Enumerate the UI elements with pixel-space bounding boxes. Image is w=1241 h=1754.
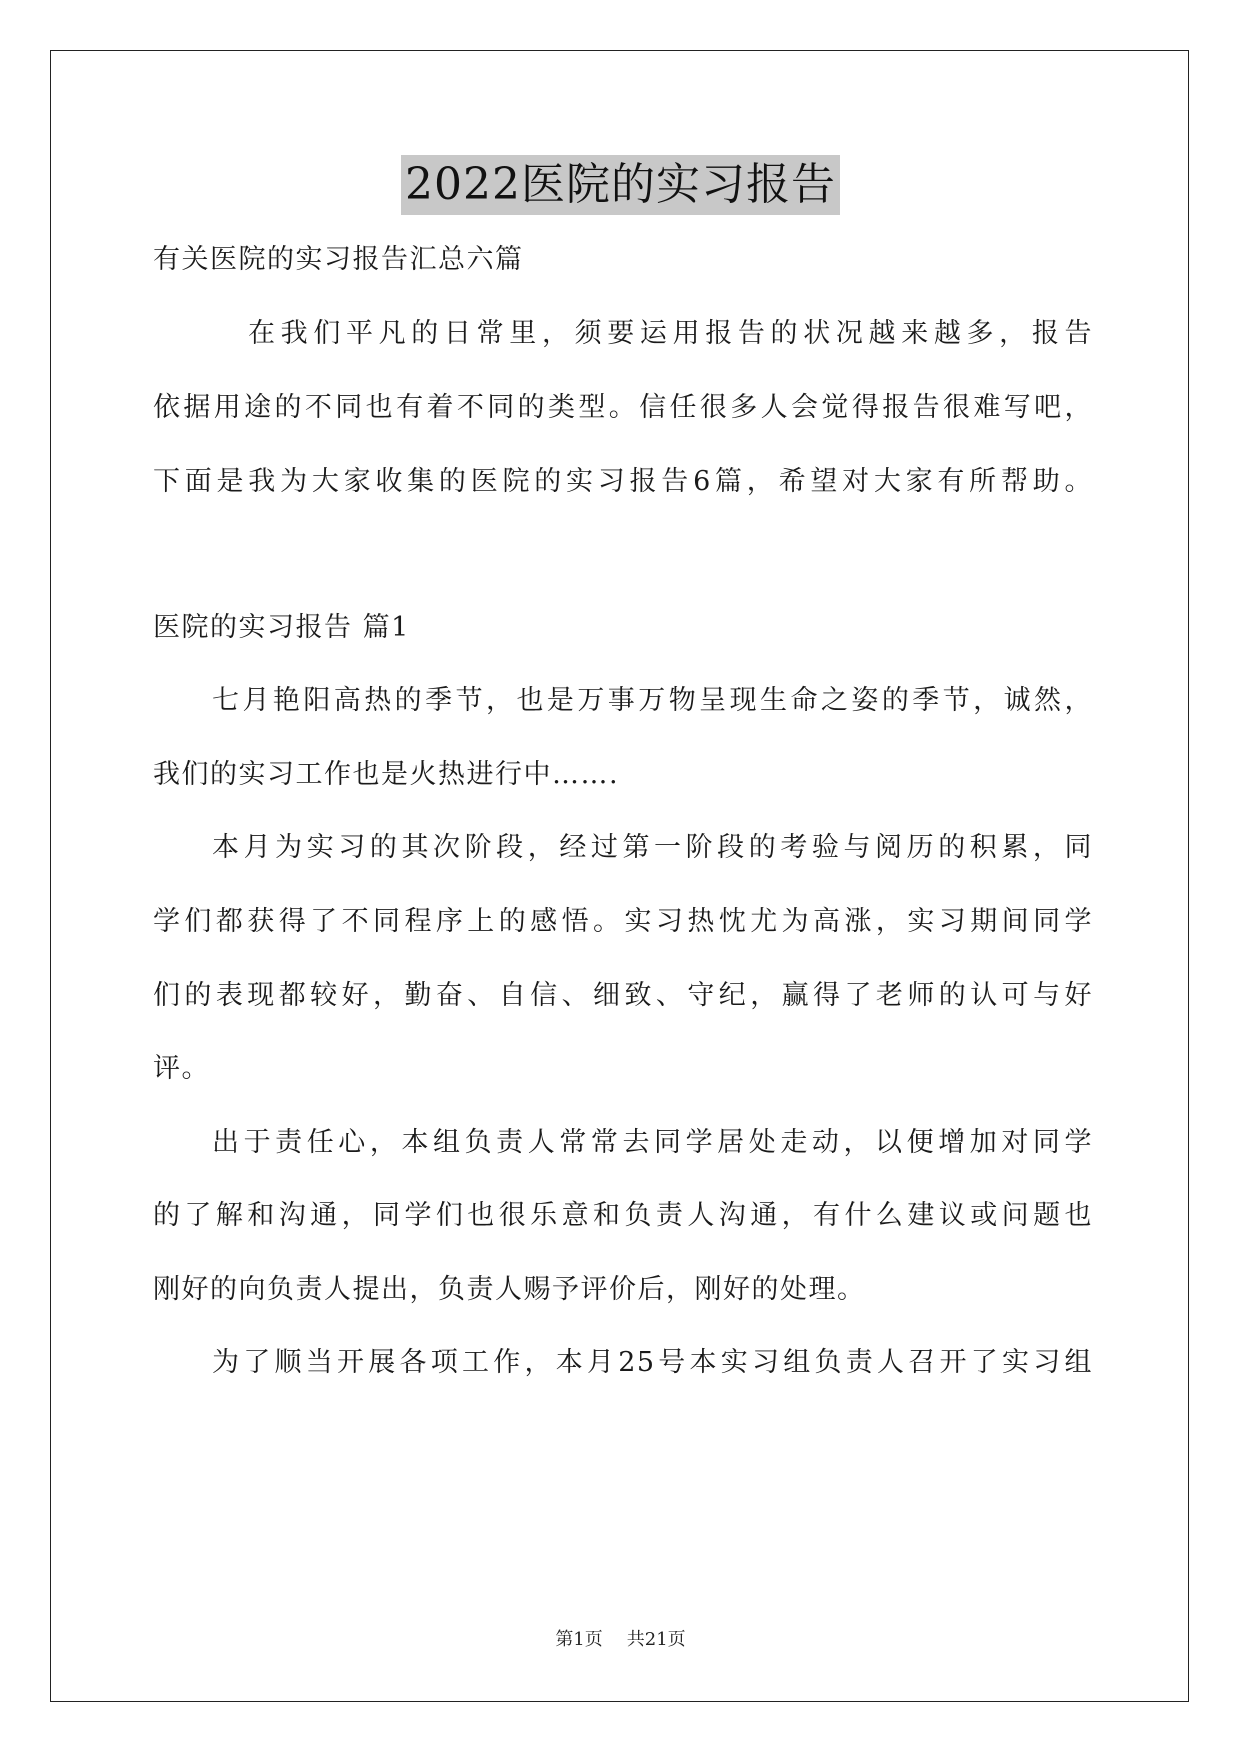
subtitle-line: 有关医院的实习报告汇总六篇 — [153, 244, 524, 275]
paragraph-line: 学们都获得了不同程序上的感悟。实习热忱尤为高涨，实习期间同学 — [153, 906, 1093, 937]
paragraph-line: 为了顺当开展各项工作，本月25号本实习组负责人召开了实习组 — [212, 1347, 1093, 1378]
paragraph-line: 刚好的向负责人提出，负责人赐予评价后，刚好的处理。 — [153, 1274, 866, 1305]
paragraph-line: 下面是我为大家收集的医院的实习报告6篇，希望对大家有所帮助。 — [153, 466, 1093, 497]
paragraph-line: 在我们平凡的日常里，须要运用报告的状况越来越多，报告 — [248, 318, 1093, 349]
page-total: 共21页 — [626, 1629, 686, 1650]
paragraph-line: 评。 — [153, 1053, 210, 1084]
page-number: 第1页 — [555, 1629, 603, 1650]
section-heading: 医院的实习报告 篇1 — [153, 612, 410, 643]
paragraph-line: 们的表现都较好，勤奋、自信、细致、守纪，赢得了老师的认可与好 — [153, 980, 1093, 1011]
paragraph-line: 的了解和沟通，同学们也很乐意和负责人沟通，有什么建议或问题也 — [153, 1200, 1093, 1231]
title-container — [0, 155, 1241, 215]
paragraph-line: 七月艳阳高热的季节，也是万事万物呈现生命之姿的季节，诚然， — [212, 685, 1093, 716]
page-footer — [0, 1628, 1241, 1652]
paragraph-line: 依据用途的不同也有着不同的类型。信任很多人会觉得报告很难写吧， — [153, 392, 1093, 423]
document-title: 2022医院的实习报告 — [401, 155, 840, 215]
page-border — [50, 50, 1189, 1702]
paragraph-line: 本月为实习的其次阶段，经过第一阶段的考验与阅历的积累，同 — [212, 832, 1093, 863]
paragraph-line: 出于责任心，本组负责人常常去同学居处走动，以便增加对同学 — [212, 1127, 1093, 1158]
paragraph-line: 我们的实习工作也是火热进行中……. — [153, 759, 620, 790]
